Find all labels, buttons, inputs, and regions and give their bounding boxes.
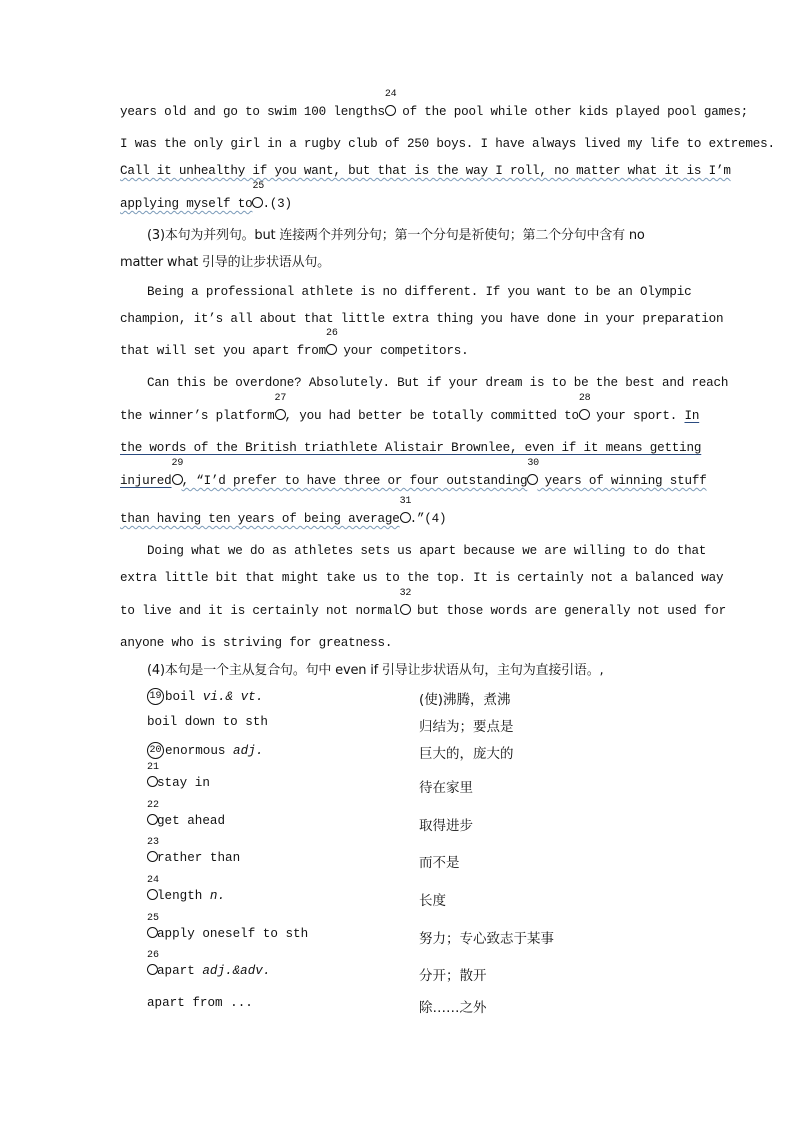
annotation-marker: 26 [147, 964, 157, 978]
vocab-row [147, 837, 677, 873]
vocab-row [147, 688, 677, 710]
grammar-note: matter what 引导的让步状语从句。 [120, 255, 330, 270]
passage-line: than having ten years of being average 31 .”(4) [120, 496, 447, 526]
annotation-marker: 32 [400, 602, 410, 620]
vocab-word: 22 get ahead [147, 800, 226, 828]
vocab-row [147, 742, 677, 764]
vocab-meaning: 努力；专心致志于某事 [419, 931, 554, 947]
annotation-marker: 25 [147, 927, 157, 941]
vocab-word: 24 length n. [147, 875, 226, 903]
vocab-row [147, 996, 677, 1018]
text-span: years old and go to swim 100 lengths [120, 105, 385, 119]
vocab-word: boil down to sth [147, 715, 268, 729]
vocab-meaning: 长度 [419, 893, 446, 909]
part-of-speech: adj. [233, 743, 264, 758]
passage-line [120, 181, 676, 213]
grammar-note: (3)本句为并列句。but 连接两个并列分句；第一个分句是祈使句；第二个分句中含有 no [147, 228, 645, 243]
vocab-meaning: 待在家里 [419, 780, 473, 796]
annotation-marker: 28 [579, 407, 589, 425]
circled-number: 20 [147, 742, 164, 759]
annotation-marker: 22 [147, 814, 157, 828]
vocab-word: 25 apply oneself to sth [147, 913, 309, 941]
vocab-row [147, 950, 677, 986]
vocab-meaning: 取得进步 [419, 818, 473, 834]
part-of-speech: adj.&adv. [202, 964, 271, 978]
annotation-marker: 29 [172, 472, 182, 490]
annotation-marker: 23 [147, 851, 157, 865]
vocab-meaning: 归结为；要点是 [419, 719, 514, 735]
passage-line [120, 89, 749, 121]
vocab-row [147, 715, 677, 737]
vocab-word: 20 enormous adj. [147, 742, 263, 759]
vocab-row [147, 913, 677, 949]
vocab-row [147, 875, 677, 911]
vocab-meaning: (使)沸腾，煮沸 [419, 692, 511, 708]
passage-line: champion, it’s all about that little extra thing you have done in your preparation [120, 312, 724, 326]
circled-number: 19 [147, 688, 164, 705]
passage-line: I was the only girl in a rugby club of 250 boys. I have always lived my life to extremes. [120, 137, 775, 151]
annotation-marker: 31 [400, 510, 410, 528]
part-of-speech: n. [209, 889, 226, 903]
passage-line: the winner’s platform 27 , you had better be totally committed to 28 your sport. In [120, 393, 700, 423]
text-span: applying myself to [120, 197, 253, 211]
passage-line: Can this be overdone? Absolutely. But if your dream is to be the best and reach [147, 376, 729, 390]
annotation-marker: 30 [527, 472, 537, 490]
passage-line: that will set you apart from 26 your competitors. [120, 328, 469, 358]
annotation-marker: 24 [385, 103, 395, 121]
vocab-word: apart from ... [147, 996, 253, 1010]
vocab-word: 19 boil vi.& vt. [147, 688, 263, 705]
annotation-marker: 27 [275, 407, 285, 425]
vocab-meaning: 而不是 [419, 855, 460, 871]
passage-line: to live and it is certainly not normal 32 but those words are generally not used for [120, 588, 726, 618]
passage-line: injured 29 , “I’d prefer to have three or four outstanding 30 years of winning stuff [120, 458, 707, 488]
passage-line: anyone who is striving for greatness. [120, 636, 393, 650]
text-span: .(3) [262, 197, 292, 211]
passage-line: Doing what we do as athletes sets us apart because we are willing to do that [147, 544, 707, 558]
vocab-word: 21 stay in [147, 762, 210, 790]
grammar-note: (4)本句是一个主从复合句。句中 even if 引导让步状语从句，主句为直接引语。, [147, 663, 604, 678]
vocab-row [147, 762, 677, 798]
annotation-marker: 25 [252, 195, 262, 213]
vocab-meaning: 除……之外 [419, 1000, 487, 1016]
vocab-meaning: 分开；散开 [419, 968, 487, 984]
vocab-word: 26 apart adj.&adv. [147, 950, 271, 978]
vocab-row [147, 800, 677, 836]
text-span: of the pool while other kids played pool games; [394, 105, 749, 119]
passage-line: the words of the British triathlete Alistair Brownlee, even if it means getting [120, 441, 702, 455]
annotation-marker: 21 [147, 776, 157, 790]
vocab-meaning: 巨大的，庞大的 [419, 746, 514, 762]
part-of-speech: vi.& vt. [202, 689, 264, 704]
annotation-marker: 24 [147, 889, 157, 903]
passage-line: extra little bit that might take us to the top. It is certainly not a balanced way [120, 571, 724, 585]
passage-line: Call it unhealthy if you want, but that is the way I roll, no matter what it is I’m [120, 164, 731, 178]
annotation-marker: 26 [326, 342, 336, 360]
vocab-word: 23 rather than [147, 837, 241, 865]
passage-line: Being a professional athlete is no different. If you want to be an Olympic [147, 285, 692, 299]
